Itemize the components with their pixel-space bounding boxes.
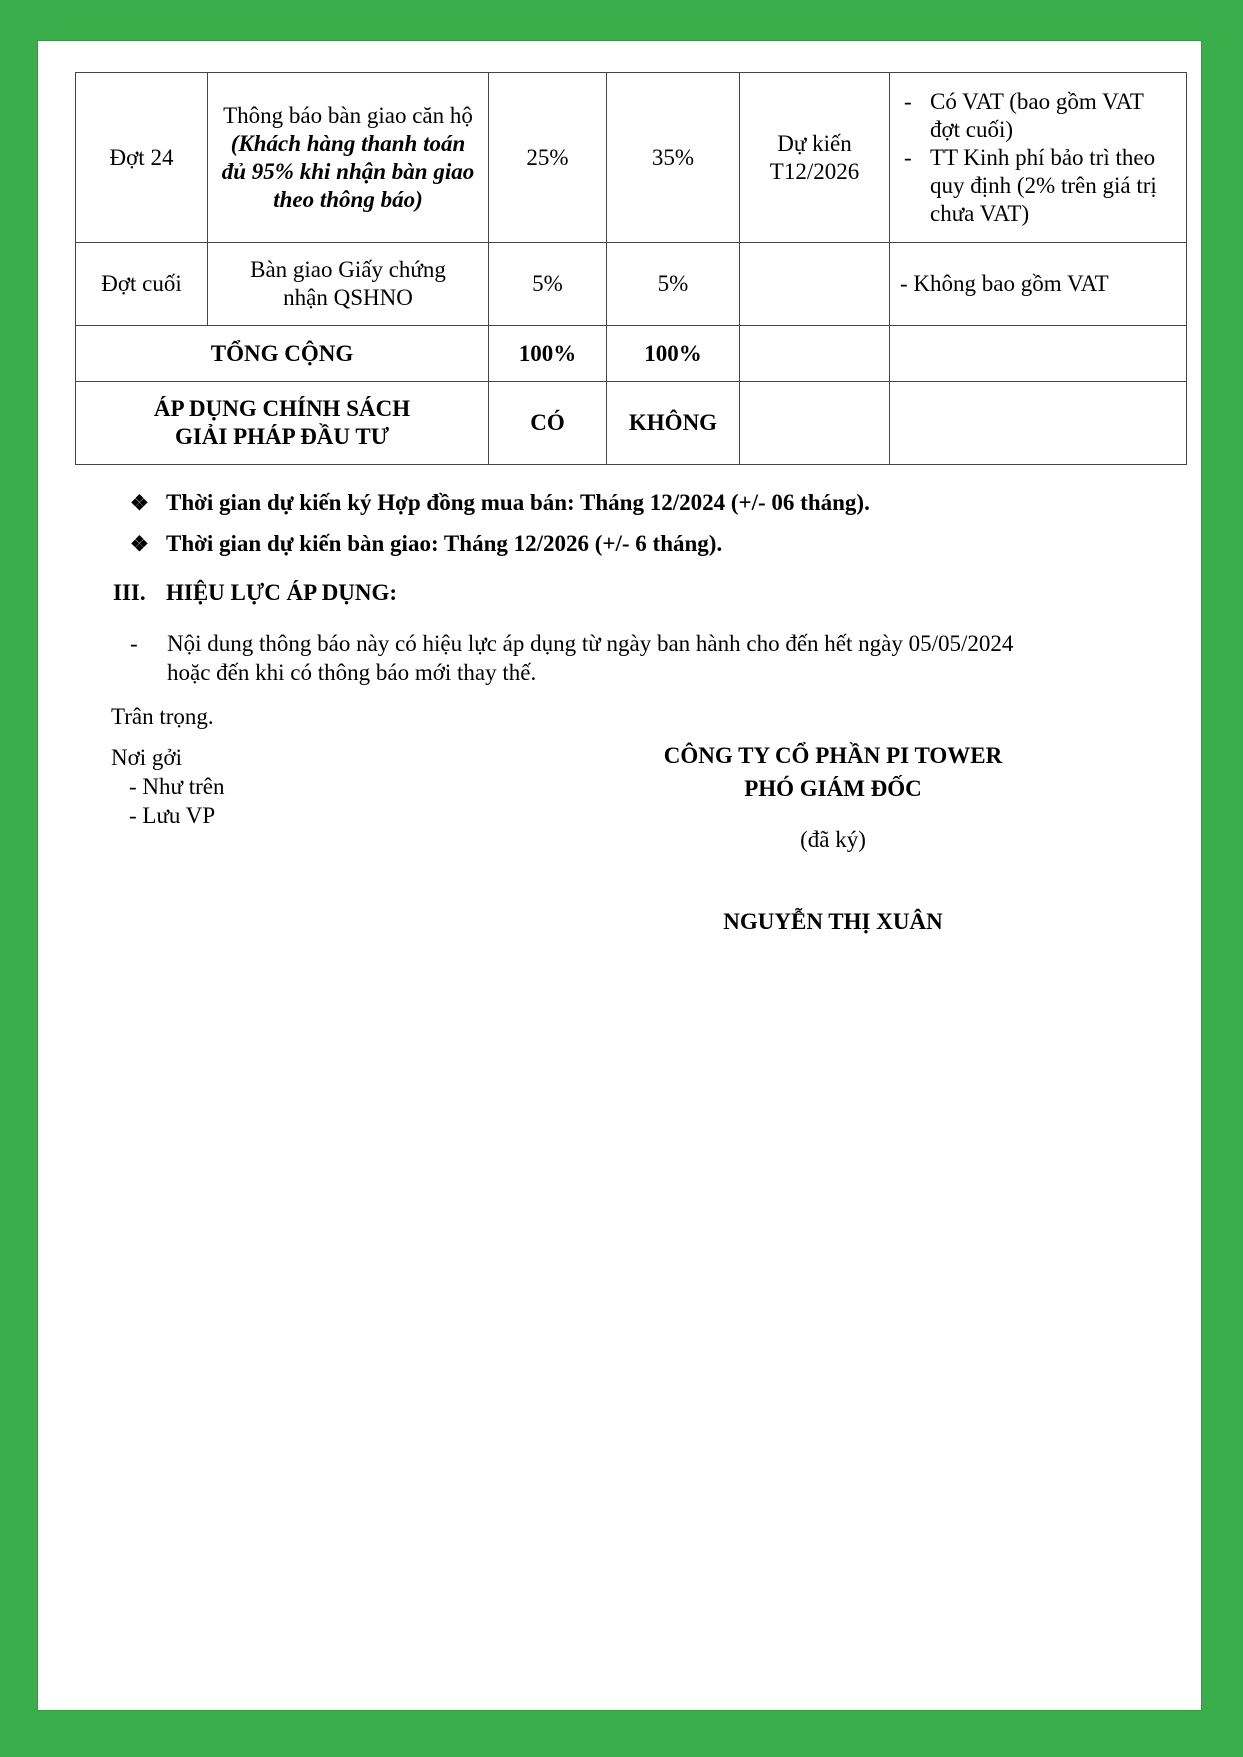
diamond-bullet-icon: ❖ [130, 532, 149, 556]
policy-col-b: KHÔNG [607, 382, 740, 465]
recipients-label: Nơi gởi [111, 745, 182, 770]
signature-position: PHÓ GIÁM ĐỐC [744, 776, 922, 801]
phase-cell: Đợt cuối [76, 243, 208, 326]
document-page [38, 41, 1201, 1710]
effect-line-1: Nội dung thông báo này có hiệu lực áp dụng từ ngày ban hành cho đến hết ngày 05/05/2024 [167, 631, 1014, 656]
percent-b-cell: 35% [607, 73, 740, 243]
table-row-total [76, 326, 1187, 382]
section-title: HIỆU LỰC ÁP DỤNG: [166, 580, 398, 605]
phase-cell: Đợt 24 [76, 73, 208, 243]
section-heading [113, 578, 397, 607]
total-percent-a: 100% [489, 326, 607, 382]
note-item: - Có VAT (bao gồm VAT đợt cuối) [900, 88, 1176, 144]
recipient-item: - Lưu VP [129, 803, 216, 828]
description-cell: Bàn giao Giấy chứng nhận QSHNO [208, 243, 489, 326]
bullet-handover-date: ❖ Thời gian dự kiến bàn giao: Tháng 12/2026 (+/- 6 tháng). [130, 529, 722, 559]
policy-label: ÁP DỤNG CHÍNH SÁCH GIẢI PHÁP ĐẦU TƯ [76, 382, 489, 465]
notes-cell [890, 73, 1187, 243]
percent-a-cell: 25% [489, 73, 607, 243]
payment-schedule-table [75, 72, 1187, 465]
bullet-contract-date: ❖ Thời gian dự kiến ký Hợp đồng mua bán: Tháng 12/2024 (+/- 06 tháng). [130, 488, 870, 518]
timing-cell [740, 243, 890, 326]
percent-b-cell: 5% [607, 243, 740, 326]
total-percent-b: 100% [607, 326, 740, 382]
recipient-item: - Như trên [129, 774, 225, 799]
diamond-bullet-icon: ❖ [130, 491, 149, 515]
total-label: TỔNG CỘNG [76, 326, 489, 382]
percent-a-cell: 5% [489, 243, 607, 326]
description-text: Thông báo bàn giao căn hộ [223, 102, 473, 128]
signatory-name: NGUYỄN THỊ XUÂN [723, 909, 943, 934]
closing-text: Trân trọng. [111, 704, 214, 729]
timing-cell: Dự kiến T12/2026 [740, 73, 890, 243]
effect-line-2: hoặc đến khi có thông báo mới thay thế. [167, 660, 537, 685]
note-item: - TT Kinh phí bảo trì theo quy định (2% trên giá trị chưa VAT) [900, 144, 1176, 228]
description-emphasis: (Khách hàng thanh toán đủ 95% khi nhận bàn giao theo thông báo) [221, 130, 475, 212]
notes-cell: - Không bao gồm VAT [890, 243, 1187, 326]
policy-col-a: CÓ [489, 382, 607, 465]
table-row-dot-cuoi [76, 243, 1187, 326]
table-row-dot-24 [76, 73, 1187, 243]
description-cell [208, 73, 489, 243]
notes-list [900, 88, 1176, 228]
signature-company: CÔNG TY CỔ PHẦN PI TOWER [663, 743, 1003, 768]
section-number: III. [113, 580, 146, 605]
signature-signed-note: (đã ký) [800, 827, 866, 852]
effect-dash: - [130, 631, 138, 656]
table-row-policy [76, 382, 1187, 465]
